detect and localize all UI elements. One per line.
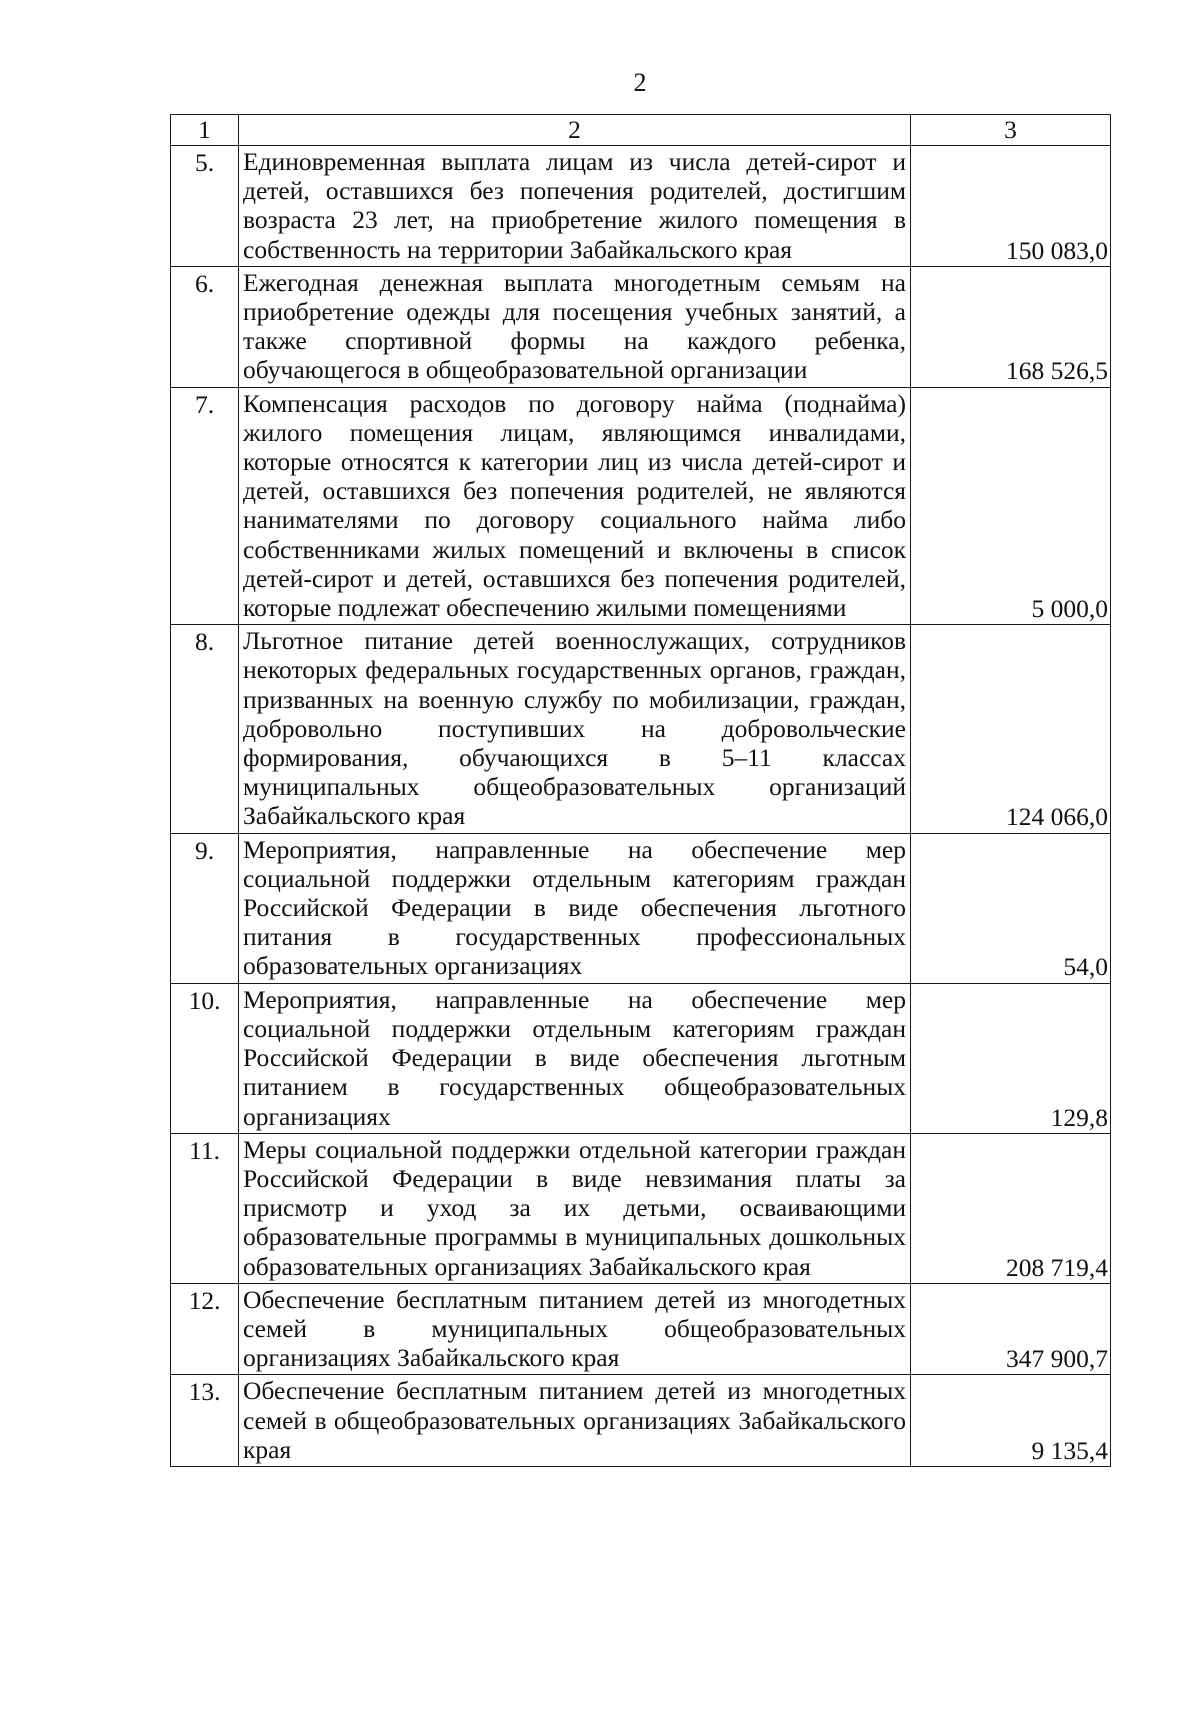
row-amount: 168 526,5 [911, 266, 1111, 387]
row-number: 5. [171, 146, 239, 267]
table-row [171, 1375, 1111, 1467]
row-amount: 9 135,4 [911, 1375, 1111, 1467]
row-number: 13. [171, 1375, 239, 1467]
row-description: Ежегодная денежная выплата многодетным семьям на приобретение одежды для посещения учебных занятий, а также спортивной формы на каждого ребенка, обучающегося в общеобразовательной организации [239, 266, 911, 387]
row-number: 10. [171, 983, 239, 1133]
row-amount: 347 900,7 [911, 1283, 1111, 1375]
column-header-2: 2 [239, 115, 911, 146]
table-row [171, 625, 1111, 833]
table-row [171, 266, 1111, 387]
table-row [171, 983, 1111, 1133]
row-description: Мероприятия, направленные на обеспечение мер социальной поддержки отдельным категориям граждан Российской Федерации в виде обеспечения льготного питания в государственных профессиональных образовательных организациях [239, 833, 911, 983]
table-row [171, 387, 1111, 625]
row-description: Обеспечение бесплатным питанием детей из многодетных семей в муниципальных общеобразовательных организациях Забайкальского края [239, 1283, 911, 1375]
row-number: 8. [171, 625, 239, 833]
row-amount: 5 000,0 [911, 387, 1111, 625]
row-number: 12. [171, 1283, 239, 1375]
row-amount: 54,0 [911, 833, 1111, 983]
table-row [171, 1133, 1111, 1283]
row-number: 9. [171, 833, 239, 983]
row-description: Единовременная выплата лицам из числа детей-сирот и детей, оставшихся без попечения родителей, достигшим возраста 23 лет, на приобретение жилого помещения в собственность на территории Забайкальского края [239, 146, 911, 267]
row-amount: 129,8 [911, 983, 1111, 1133]
row-amount: 124 066,0 [911, 625, 1111, 833]
page-number: 2 [633, 68, 647, 97]
row-description: Льготное питание детей военнослужащих, сотрудников некоторых федеральных государственных органов, граждан, призванных на военную службу по мобилизации, граждан, добровольно поступивших на добровольческие формирования, обучающихся в 5–11 классах муниципальных общеобразовательных организаций Забайкальского края [239, 625, 911, 833]
table-row [171, 146, 1111, 267]
row-number: 7. [171, 387, 239, 625]
row-number: 6. [171, 266, 239, 387]
table-row [171, 833, 1111, 983]
row-number: 11. [171, 1133, 239, 1283]
column-header-1: 1 [171, 115, 239, 146]
row-description: Мероприятия, направленные на обеспечение мер социальной поддержки отдельным категориям граждан Российской Федерации в виде обеспечения льготным питанием в государственных общеобразовательных организациях [239, 983, 911, 1133]
budget-table [170, 114, 1111, 1467]
row-description: Компенсация расходов по договору найма (поднайма) жилого помещения лицам, являющимся инвалидами, которые относятся к категории лиц из числа детей-сирот и детей, оставшихся без попечения родителей, не являются нанимателями по договору социального найма либо собственниками жилых помещений и включены в список детей-сирот и детей, оставшихся без попечения родителей, которые подлежат обеспечению жилыми помещениями [239, 387, 911, 625]
table-row [171, 1283, 1111, 1375]
row-description: Меры социальной поддержки отдельной категории граждан Российской Федерации в виде невзимания платы за присмотр и уход за их детьми, осваивающими образовательные программы в муниципальных дошкольных образовательных организациях Забайкальского края [239, 1133, 911, 1283]
column-header-3: 3 [911, 115, 1111, 146]
row-description: Обеспечение бесплатным питанием детей из многодетных семей в общеобразовательных организациях Забайкальского края [239, 1375, 911, 1467]
table-header-row [171, 115, 1111, 146]
row-amount: 150 083,0 [911, 146, 1111, 267]
row-amount: 208 719,4 [911, 1133, 1111, 1283]
